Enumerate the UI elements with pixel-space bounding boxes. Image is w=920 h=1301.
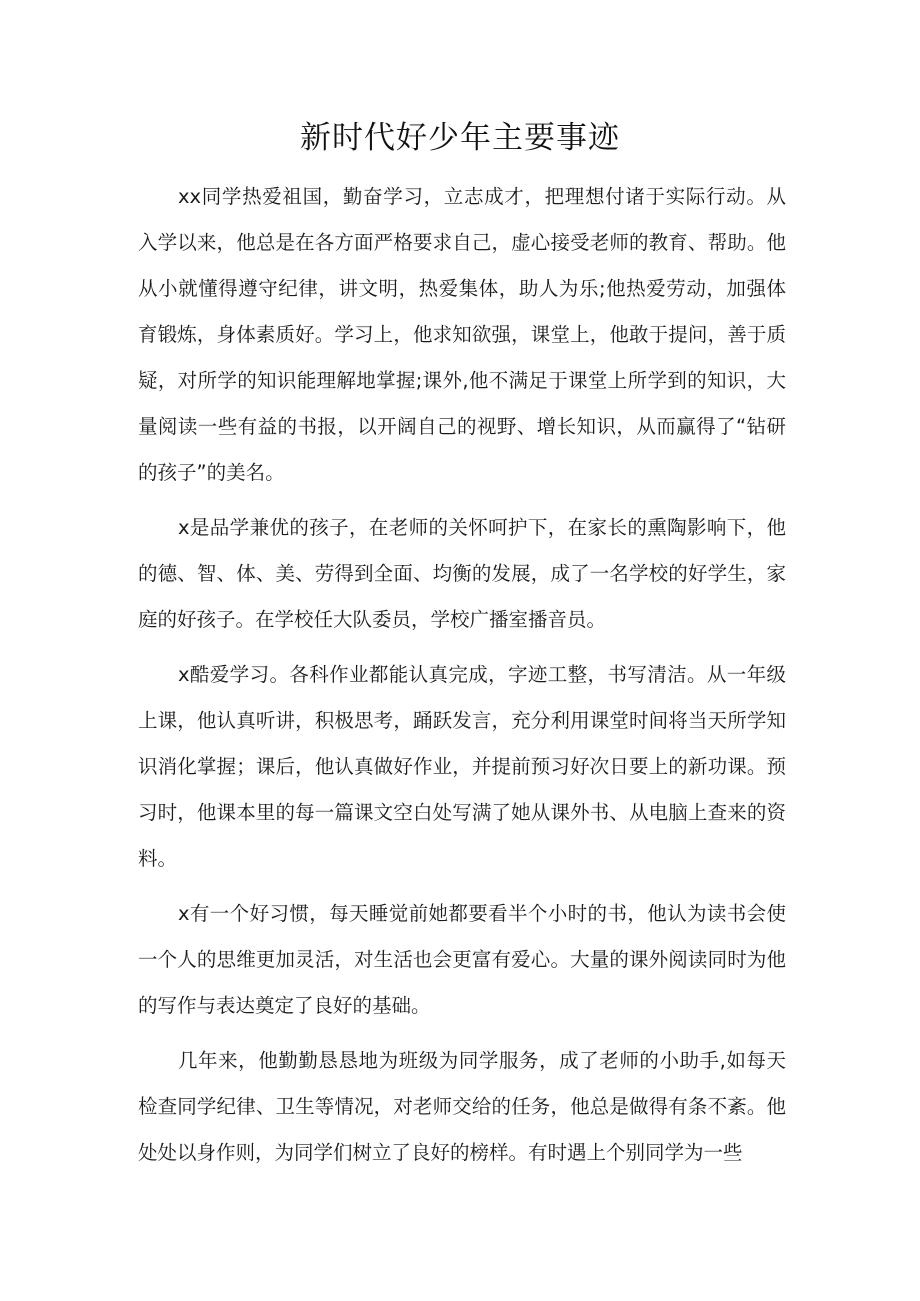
page-title: 新时代好少年主要事迹 [300,120,620,156]
paragraph-4: x有一个好习惯，每天睡觉前她都要看半个小时的书，他认为读书会使一个人的思维更加灵活，对生活也会更富有爱心。大量的课外阅读同时为他的写作与表达奠定了良好的基础。 [138,902,786,1017]
paragraph-2: x是品学兼优的孩子，在老师的关怀呵护下，在家长的熏陶影响下，他的德、智、体、美、劳得到全面、均衡的发展，成了一名学校的好学生，家庭的好孩子。在学校任大队委员，学校广播室播音员。 [138,516,786,631]
paragraph-3: x酷爱学习。各科作业都能认真完成，字迹工整，书写清洁。从一年级上课，他认真听讲，积极思考，踊跃发言，充分利用课堂时间将当天所学知识消化掌握；课后，他认真做好作业，并提前预习好次日要上的新功课。预习时，他课本里的每一篇课文空白处写满了她从课外书、从电脑上查来的资料。 [138,663,786,870]
paragraph-5: 几年来，他勤勤恳恳地为班级为同学服务，成了老师的小助手,如每天检查同学纪律、卫生等情况，对老师交给的任务，他总是做得有条不紊。他处处以身作则，为同学们树立了良好的榜样。有时遇上个别同学为一些 [138,1049,786,1164]
paragraph-1: xx同学热爱祖国，勤奋学习，立志成才，把理想付诸于实际行动。从入学以来，他总是在各方面严格要求自己，虚心接受老师的教育、帮助。他从小就懂得遵守纪律，讲文明，热爱集体，助人为乐;他热爱劳动，加强体育锻炼，身体素质好。学习上，他求知欲强，课堂上，他敢于提问，善于质疑，对所学的知识能理解地掌握;课外,他不满足于课堂上所学到的知识，大量阅读一些有益的书报，以开阔自己的视野、增长知识，从而赢得了“钻研的孩子”的美名。 [138,185,786,484]
document-body [138,174,786,1185]
